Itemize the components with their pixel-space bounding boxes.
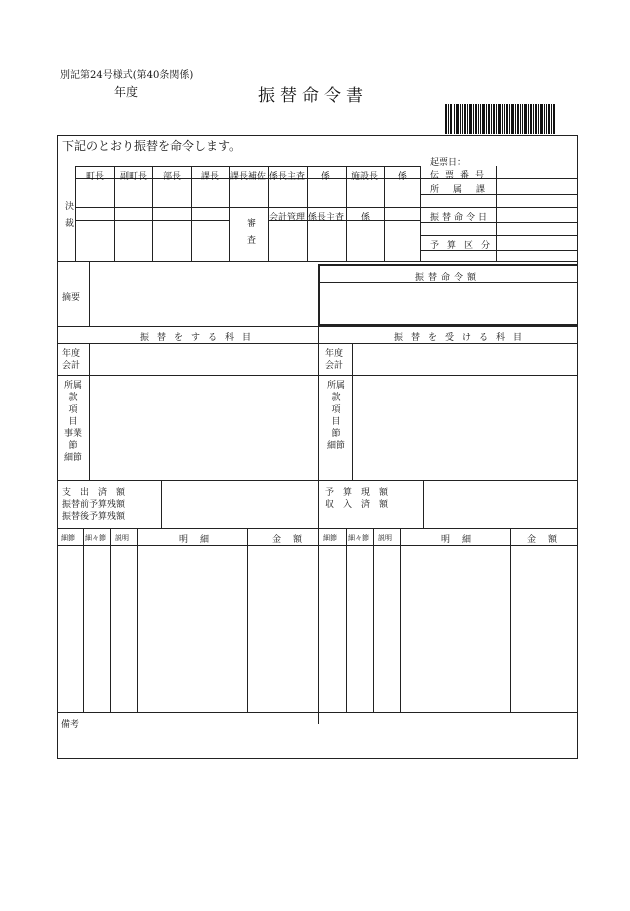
to-account-label: 会計 [325, 361, 344, 371]
form-number-note: 別記第24号様式(第40条関係) [60, 70, 194, 81]
from-year-account [62, 348, 80, 372]
kessai-label-1 [62, 201, 75, 238]
from-classification [62, 380, 84, 464]
to-total-received: 収入済額 [325, 500, 398, 510]
role-dept-head: 部長 [163, 172, 182, 182]
role-deputy-mayor: 副町長 [120, 172, 148, 182]
role-section-chief: 課長 [201, 172, 220, 182]
right-col-setsumei: 説明 [378, 534, 392, 542]
role-group-lead-2: 係長主査 [308, 213, 345, 223]
left-col-setsumei: 説明 [115, 534, 129, 542]
role-assistant-chief: 課長補佐 [230, 172, 267, 182]
from-total-after: 振替後予算残額 [62, 512, 126, 522]
role-mayor: 町長 [86, 172, 105, 182]
intro-text: 下記のとおり振替を命令します。 [62, 139, 242, 153]
shinsa-label: 審査 [245, 218, 255, 252]
from-class-kan: 款 [68, 393, 78, 403]
to-year-account [325, 348, 343, 372]
to-year-label: 年度 [325, 349, 344, 359]
right-col-meisai: 明細 [441, 535, 484, 545]
from-class-setsu: 節 [68, 441, 78, 451]
to-class-kan: 款 [331, 393, 341, 403]
transfer-from-header: 振替をする科目 [140, 333, 260, 343]
remarks-label: 備考 [61, 720, 80, 730]
from-class-saisetsu: 細節 [63, 453, 82, 463]
page-title: 振替命令書 [258, 86, 368, 106]
barcode-image [445, 104, 555, 134]
role-facility-head: 施設長 [351, 172, 379, 182]
fiscal-year-label: 年度 [114, 85, 139, 99]
to-class-kou: 項 [331, 405, 341, 415]
to-class-saisetsu: 細節 [326, 441, 345, 451]
to-class-setsu: 節 [331, 429, 341, 439]
transfer-amount-label: 振替命令額 [415, 273, 481, 283]
to-class-shozoku: 所属 [326, 381, 345, 391]
left-col-saisetsu: 細節 [61, 534, 75, 542]
transfer-to-header: 振替を受ける科目 [394, 333, 531, 343]
to-class-moku: 目 [331, 417, 341, 427]
from-class-kou: 項 [68, 405, 78, 415]
from-class-shozoku: 所属 [63, 381, 82, 391]
department-label: 所属課 [430, 185, 500, 195]
voucher-number-label: 伝票番号 [430, 171, 491, 181]
left-col-kingaku: 金額 [272, 535, 315, 545]
role-facility-staff: 係 [398, 172, 408, 182]
kessai-label: 決裁 [63, 201, 73, 235]
role-staff: 係 [321, 172, 331, 182]
right-col-kingaku: 金額 [527, 535, 570, 545]
from-total-spent: 支出済額 [62, 488, 135, 498]
summary-label: 摘要 [62, 293, 81, 303]
to-classification [325, 380, 347, 452]
issue-date-label: 起票日： [430, 158, 467, 168]
from-total-before: 振替前予算残額 [62, 500, 126, 510]
to-total-budget: 予算現額 [325, 488, 398, 498]
budget-class-label: 予算区分 [430, 241, 499, 251]
left-col-saisaisetsu: 細々節 [85, 534, 106, 542]
right-col-saisaisetsu: 細々節 [348, 534, 369, 542]
from-account-label: 会計 [62, 361, 81, 371]
from-totals [62, 487, 134, 523]
to-totals [325, 487, 397, 511]
role-accounting-manager: 会計管理 [269, 213, 306, 223]
command-date-label: 振替命令日 [430, 213, 491, 223]
role-staff-2: 係 [361, 213, 371, 223]
from-class-jigyo: 事業 [63, 429, 82, 439]
from-class-moku: 目 [68, 417, 78, 427]
right-col-saisetsu: 細節 [323, 534, 337, 542]
role-group-lead: 係長主査 [269, 172, 306, 182]
from-year-label: 年度 [62, 349, 81, 359]
left-col-meisai: 明細 [179, 535, 222, 545]
